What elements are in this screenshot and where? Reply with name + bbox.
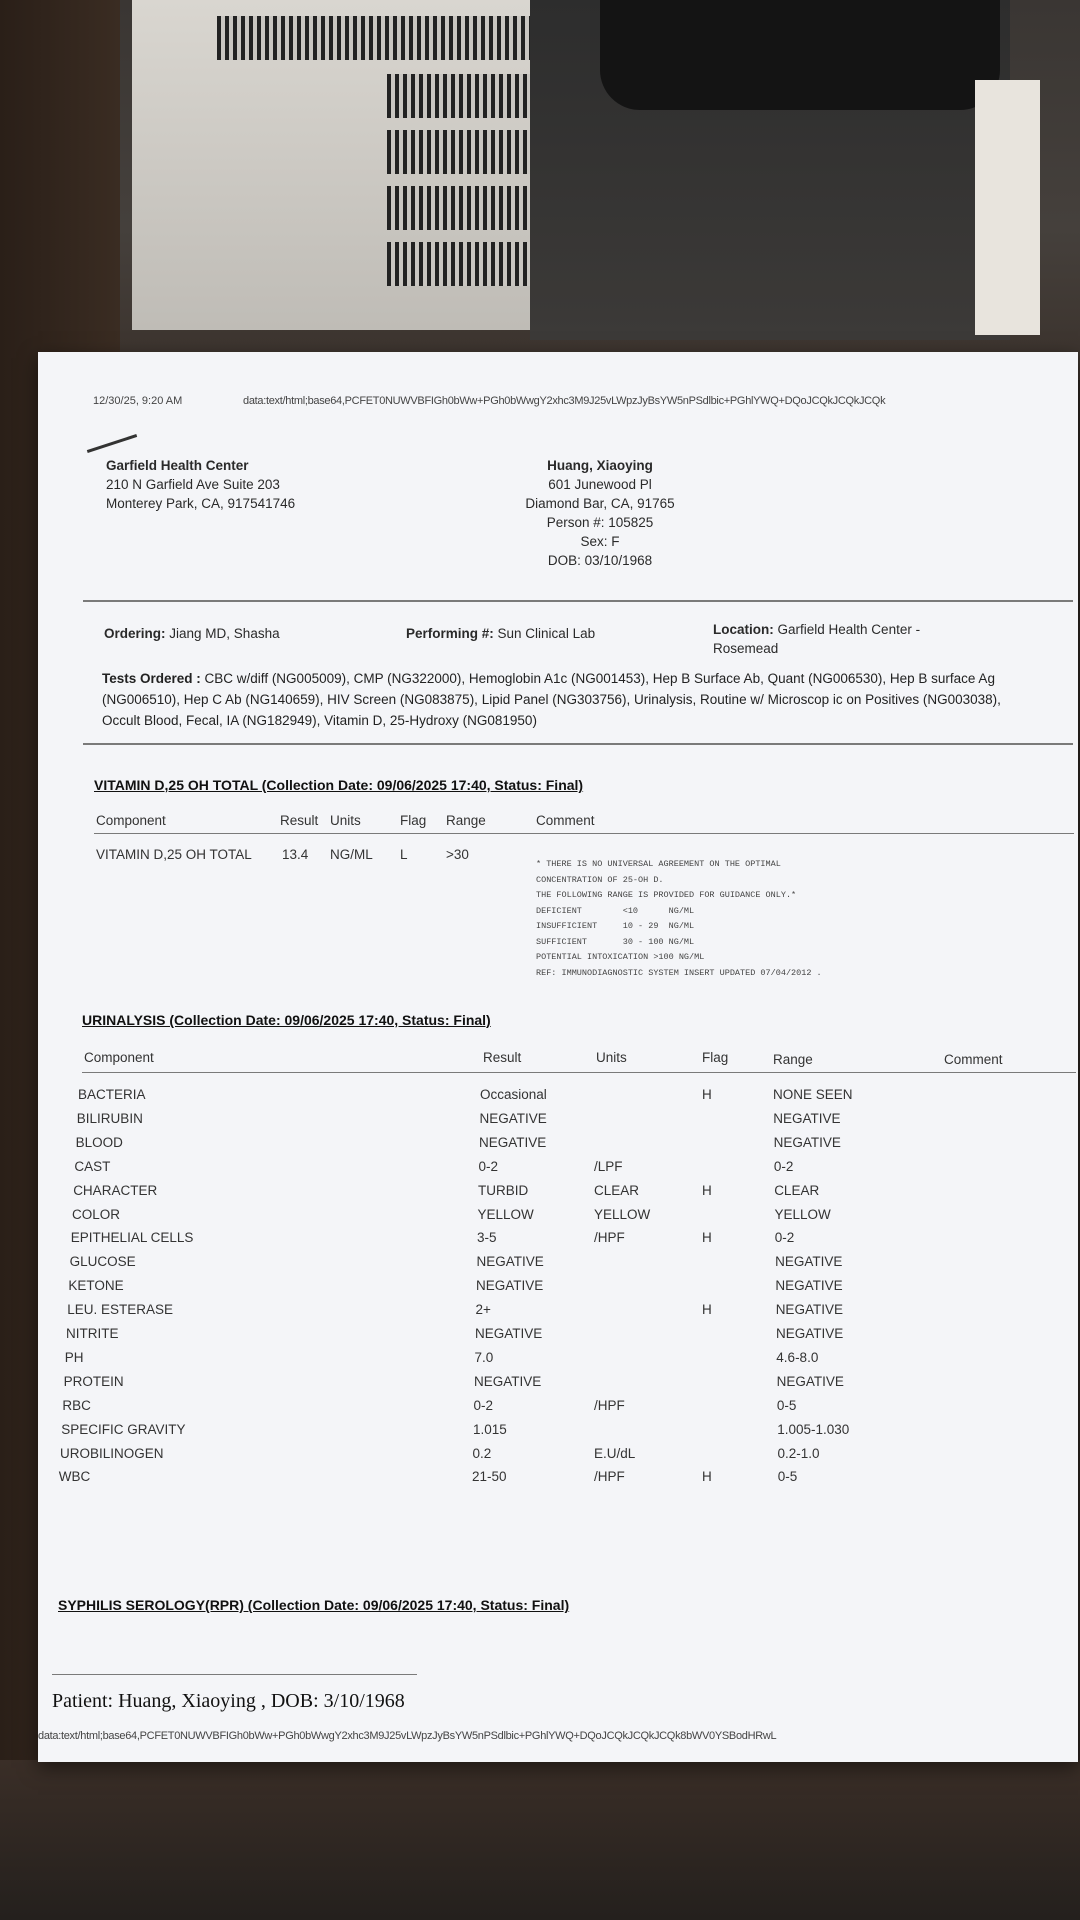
- performing-lab: [406, 624, 595, 643]
- ua-cell-component: EPITHELIAL CELLS: [70, 1230, 194, 1246]
- ua-cell-result: NEGATIVE: [479, 1110, 547, 1126]
- print-timestamp: 12/30/25, 9:20 AM: [93, 395, 183, 407]
- ua-cell-range: 0-2: [774, 1230, 795, 1246]
- ua-cell-component: PROTEIN: [63, 1373, 124, 1389]
- patient-address1: 601 Junewood Pl: [548, 477, 652, 492]
- footer-url: data:text/html;base64,PCFET0NUWVBFIGh0bWw+PGh0bWwgY2xhc3M9J25vLWpzJyBsYW5nPSdlbic+PGhlYWQ+DQoJCQkJCQkJCQk8bWV0YSBodHRwL: [38, 1730, 777, 1742]
- pen-mark: [87, 434, 137, 453]
- ua-cell-component: LEU. ESTERASE: [67, 1302, 173, 1318]
- ua-header-underline: [82, 1072, 1076, 1073]
- urinalysis-section-title: URINALYSIS (Collection Date: 09/06/2025 17:40, Status: Final): [82, 1012, 491, 1028]
- ua-cell-component: SPECIFIC GRAVITY: [61, 1421, 186, 1437]
- ua-cell-range: NEGATIVE: [775, 1278, 843, 1294]
- ua-cell-component: PH: [64, 1349, 84, 1365]
- vitd-result: 13.4: [282, 847, 309, 862]
- ua-cell-units: E.U/dL: [594, 1445, 636, 1461]
- ua-cell-result: 7.0: [474, 1349, 494, 1365]
- ua-cell-result: 0-2: [478, 1158, 499, 1174]
- ua-cell-result: 2+: [475, 1302, 491, 1318]
- ua-cell-result: 0-2: [473, 1397, 494, 1413]
- ua-col-header-result: Result: [483, 1050, 522, 1065]
- vitd-comment-line: CONCENTRATION OF 25-OH D.: [536, 874, 664, 885]
- vitd-comment-line: SUFFICIENT 30 - 100 NG/ML: [536, 936, 695, 947]
- clinic-address1: 210 N Garfield Ave Suite 203: [106, 477, 280, 492]
- patient-address2: Diamond Bar, CA, 91765: [525, 496, 675, 511]
- ua-col-header-comment: Comment: [944, 1052, 1003, 1067]
- tests-value: CBC w/diff (NG005009), CMP (NG322000), Hemoglobin A1c (NG001453), Hep B Surface Ab, Quant (NG006530), Hep B surface Ag (NG006510), Hep C Ab (NG140659), HIV Screen (NG083875), Lipid Panel (NG303756), Urinalysis, Routine w/ Microscop ic on Positives (NG003038), Occult Blood, Fecal, IA (NG182949), Vitamin D, 25-Hydroxy (NG081950): [102, 671, 1001, 728]
- ua-cell-units: YELLOW: [594, 1206, 651, 1222]
- ua-cell-result: Occasional: [480, 1087, 547, 1102]
- location: [713, 620, 920, 658]
- divider: [83, 600, 1073, 602]
- vitd-units: NG/ML: [330, 847, 373, 862]
- vitd-comment-line: DEFICIENT <10 NG/ML: [536, 905, 695, 916]
- vitd-comment-line: POTENTIAL INTOXICATION >100 NG/ML: [536, 952, 705, 962]
- ua-cell-component: WBC: [58, 1469, 91, 1485]
- ua-cell-flag: H: [702, 1230, 712, 1246]
- header-underline: [94, 833, 1074, 834]
- performing-label: Performing #:: [406, 626, 494, 641]
- ua-cell-range: 1.005-1.030: [777, 1421, 850, 1437]
- clinic-address2: Monterey Park, CA, 917541746: [106, 496, 296, 511]
- ua-cell-result: 3-5: [477, 1230, 497, 1246]
- background-printer: [132, 0, 544, 330]
- vitd-comment-line: REF: IMMUNODIAGNOSTIC SYSTEM INSERT UPDATED 07/04/2012 .: [536, 967, 822, 978]
- location-value: Garfield Health Center -: [777, 622, 921, 637]
- vitd-range: >30: [446, 847, 469, 862]
- background-floor: [0, 1760, 1080, 1920]
- ua-cell-flag: H: [702, 1469, 712, 1485]
- vitd-comment-line: THE FOLLOWING RANGE IS PROVIDED FOR GUIDANCE ONLY.*: [536, 890, 797, 900]
- clinic-name: Garfield Health Center: [106, 458, 249, 473]
- ua-cell-units: CLEAR: [594, 1182, 640, 1198]
- background-device: [530, 0, 1010, 340]
- ua-cell-range: NEGATIVE: [775, 1254, 843, 1270]
- ua-cell-units: /HPF: [594, 1230, 625, 1246]
- vitd-component: VITAMIN D,25 OH TOTAL: [96, 847, 252, 862]
- ua-cell-range: NONE SEEN: [773, 1087, 853, 1102]
- divider: [83, 743, 1073, 745]
- ua-col-header-range: Range: [773, 1052, 813, 1067]
- performing-value: Sun Clinical Lab: [497, 626, 596, 641]
- tests-ordered: [102, 668, 1032, 731]
- tests-label: Tests Ordered :: [102, 671, 201, 686]
- ua-cell-units: /HPF: [594, 1469, 625, 1485]
- clinic-block: [106, 456, 295, 513]
- ua-cell-result: NEGATIVE: [474, 1373, 542, 1389]
- col-header-result: Result: [280, 813, 319, 828]
- footer-patient-line: Patient: Huang, Xiaoying , DOB: 3/10/1968: [52, 1690, 405, 1712]
- ua-cell-result: NEGATIVE: [476, 1254, 544, 1270]
- ua-cell-component: BILIRUBIN: [76, 1110, 143, 1126]
- ua-cell-result: 0.2: [472, 1445, 492, 1461]
- patient-person-number: Person #: 105825: [546, 515, 654, 530]
- ua-cell-component: BACTERIA: [78, 1087, 146, 1102]
- ordering-label: Ordering:: [104, 626, 166, 641]
- patient-dob: DOB: 03/10/1968: [547, 553, 653, 568]
- vitd-comment-line: INSUFFICIENT 10 - 29 NG/ML: [536, 921, 695, 931]
- ua-cell-units: /HPF: [594, 1397, 625, 1413]
- ua-cell-component: COLOR: [72, 1206, 121, 1222]
- ordering-value: Jiang MD, Shasha: [169, 626, 280, 641]
- ordering-physician: [104, 624, 280, 643]
- vitd-comment: [536, 857, 822, 981]
- ua-cell-component: NITRITE: [66, 1326, 119, 1341]
- ua-cell-range: 4.6-8.0: [776, 1349, 819, 1365]
- ua-cell-component: CAST: [74, 1158, 111, 1174]
- ua-cell-range: 0-5: [776, 1397, 797, 1413]
- ua-cell-component: GLUCOSE: [69, 1254, 136, 1270]
- ua-cell-range: NEGATIVE: [776, 1326, 844, 1341]
- ua-cell-range: NEGATIVE: [775, 1302, 843, 1318]
- patient-sex: Sex: F: [580, 534, 620, 549]
- location-label: Location:: [713, 622, 774, 637]
- ua-cell-component: BLOOD: [75, 1134, 123, 1150]
- col-header-component: Component: [96, 813, 166, 828]
- ua-cell-result: 1.015: [473, 1421, 507, 1437]
- patient-block: [500, 456, 700, 570]
- ua-cell-component: KETONE: [68, 1278, 124, 1294]
- ua-cell-flag: H: [702, 1182, 712, 1198]
- ua-cell-component: CHARACTER: [73, 1182, 158, 1198]
- col-header-comment: Comment: [536, 813, 595, 828]
- patient-name: Huang, Xiaoying: [547, 458, 653, 473]
- lab-report-page: [38, 352, 1078, 1762]
- ua-cell-range: 0-2: [773, 1158, 794, 1174]
- ua-cell-result: TURBID: [478, 1182, 529, 1198]
- col-header-range: Range: [446, 813, 486, 828]
- ua-cell-flag: H: [702, 1302, 712, 1318]
- ua-cell-range: NEGATIVE: [773, 1110, 841, 1126]
- syphilis-section-title: SYPHILIS SEROLOGY(RPR) (Collection Date: 09/06/2025 17:40, Status: Final): [58, 1597, 570, 1613]
- footer-rule: [52, 1674, 417, 1675]
- ua-cell-component: RBC: [62, 1397, 91, 1413]
- ua-cell-result: NEGATIVE: [476, 1278, 544, 1294]
- ua-cell-result: NEGATIVE: [475, 1326, 543, 1341]
- ua-cell-range: CLEAR: [774, 1182, 820, 1198]
- ua-cell-result: YELLOW: [477, 1206, 534, 1222]
- ua-cell-range: 0.2-1.0: [777, 1445, 820, 1461]
- ua-cell-range: NEGATIVE: [776, 1373, 844, 1389]
- print-url: data:text/html;base64,PCFET0NUWVBFIGh0bWw+PGh0bWwgY2xhc3M9J25vLWpzJyBsYW5nPSdlbic+PGhlYWQ+DQoJCQkJCQkJCQk: [243, 395, 886, 407]
- ua-cell-units: /LPF: [594, 1158, 623, 1174]
- vitd-comment-line: * THERE IS NO UNIVERSAL AGREEMENT ON THE OPTIMAL: [536, 859, 781, 869]
- ua-cell-component: UROBILINOGEN: [60, 1445, 164, 1461]
- ua-cell-range: 0-5: [777, 1469, 798, 1485]
- ua-col-header-component: Component: [84, 1050, 154, 1065]
- vitamin-d-section-title: VITAMIN D,25 OH TOTAL (Collection Date: 09/06/2025 17:40, Status: Final): [94, 777, 584, 793]
- location-value-line2: Rosemead: [713, 641, 779, 656]
- col-header-flag: Flag: [400, 813, 427, 828]
- col-header-units: Units: [330, 813, 361, 828]
- vitd-flag: L: [400, 847, 408, 862]
- background-panel: [975, 80, 1040, 335]
- ua-col-header-units: Units: [596, 1050, 627, 1065]
- ua-cell-flag: H: [702, 1087, 712, 1102]
- ua-cell-range: YELLOW: [774, 1206, 831, 1222]
- ua-cell-result: NEGATIVE: [479, 1134, 547, 1150]
- ua-cell-result: 21-50: [472, 1469, 507, 1485]
- ua-cell-range: NEGATIVE: [773, 1134, 841, 1150]
- ua-col-header-flag: Flag: [702, 1050, 729, 1065]
